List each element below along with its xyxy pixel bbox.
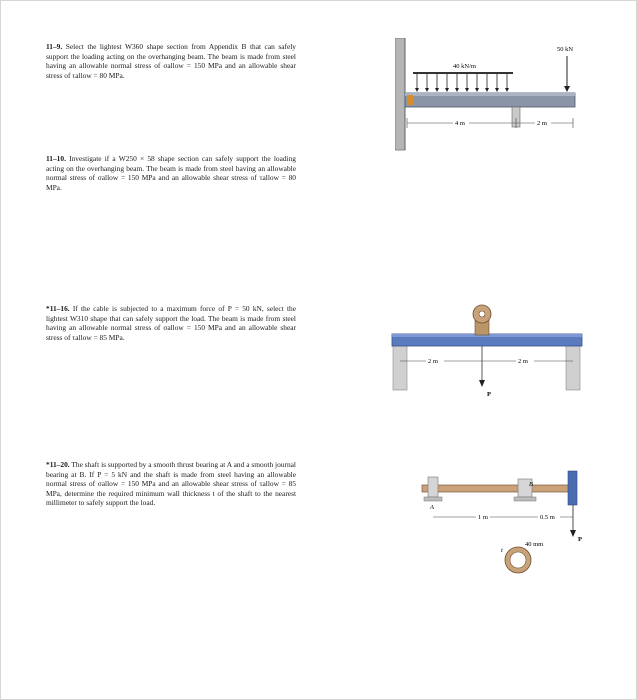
pulley-hub [479,311,485,317]
figure-pulley-beam [388,292,603,402]
end-disk [568,471,577,505]
beam-flange [405,93,575,96]
problem-number: *11–20. [46,460,70,469]
shaft [422,485,572,492]
problem-text: Investigate if a W250 × 58 shape section can safely support the loading acting on the overhanging beam. The beam is made from steel having an allowable normal stress of σallow = 150 MPa and an allowable shear stress of τallow = 80 MPa. [46,154,296,192]
span-left-label: 1 m [478,514,488,521]
force-label: P [578,536,582,543]
bearing-a-base [424,497,442,501]
support-a-label: A [430,504,434,511]
distributed-load-arrows [417,74,507,91]
problem-11-16 [46,304,296,342]
span-right-label: 0.5 m [540,514,555,521]
diameter-label: 40 mm [525,541,544,548]
figure-overhanging-beam [395,38,595,153]
figure-shaft [418,455,588,585]
distributed-load-label: 40 kN/m [453,63,476,70]
thickness-label: t [501,547,503,554]
problem-number: *11–16. [46,304,70,313]
support-b-label: B [529,481,533,488]
span-left-label: 4 m [455,120,465,127]
problem-text: Select the lightest W360 shape section from Appendix B that can safely support the loading acting on the overhanging beam. The beam is made from steel having an allowable normal stress of σallow = 150 MPa and an allowable shear stress of τallow = 80 MPa. [46,42,296,80]
force-arrowhead [570,530,576,537]
problem-text: The shaft is supported by a smooth thrust bearing at A and a smooth journal bearing at B. If P = 5 kN and the shaft is made from steel having an allowable normal stress of σallow = 150 MPa and an allowable shear stress of τallow = 85 MPa, determine the required minimum wall thickness t of the shaft to the nearest millimeter to safely support the load. [46,460,296,508]
span-left-label: 2 m [428,358,438,365]
right-support-post [566,344,580,390]
distributed-load-arrowheads [415,88,509,92]
fixed-connection [407,95,413,105]
span-right-label: 2 m [518,358,528,365]
left-support-post [393,344,407,390]
point-load-arrowhead [564,86,570,92]
problem-11-9 [46,42,296,80]
thrust-bearing-a [428,477,438,497]
distributed-load-line [413,72,513,74]
problem-11-10 [46,154,296,192]
problem-number: 11–10. [46,154,66,163]
bearing-b-base [514,497,536,501]
force-arrowhead [479,380,485,387]
span-right-label: 2 m [537,120,547,127]
problem-number: 11–9. [46,42,63,51]
problem-text: If the cable is subjected to a maximum force of P = 50 kN, select the lightest W310 shape that can safely support the load. The beam is made from steel having an allowable normal stress of σallow = 150 MPa and an allowable shear stress of τallow = 85 MPa. [46,304,296,342]
problem-11-20 [46,460,296,508]
wall-support [395,38,405,150]
force-label: P [487,391,491,398]
shaft-bore [510,552,526,568]
point-load-label: 50 kN [557,46,574,53]
